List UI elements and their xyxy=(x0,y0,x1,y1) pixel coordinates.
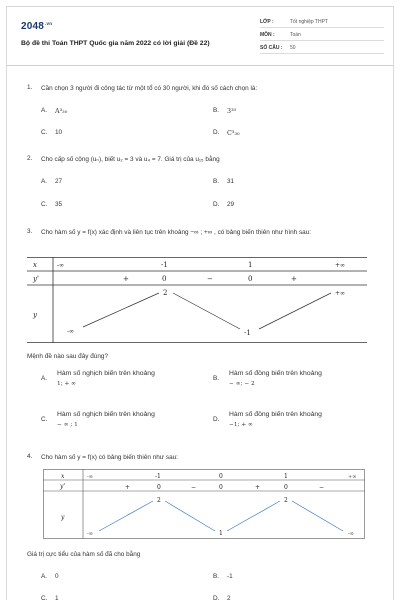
q4-x-value: -∞ xyxy=(87,474,93,480)
q3-y-label: y xyxy=(33,311,37,319)
q4-y-value: 2 xyxy=(284,497,288,504)
q4-x-value: 1 xyxy=(284,473,288,480)
q3-y-value: +∞ xyxy=(335,290,346,297)
site-logo[interactable]: $2048^{.vn}$ xyxy=(21,21,53,32)
q3-yp-value: + xyxy=(123,275,129,283)
q4-arrow-down xyxy=(165,501,215,531)
q3-variation-table xyxy=(27,257,367,343)
q4-arrow-up xyxy=(227,501,280,531)
q4-x-value: -1 xyxy=(155,473,161,480)
q4-x-value: +∞ xyxy=(348,474,357,480)
q3-x-value: -1 xyxy=(161,261,168,269)
q4-y-value: -∞ xyxy=(348,531,354,537)
q3-x-value: -∞ xyxy=(57,262,65,269)
q3-x-value: +∞ xyxy=(335,262,346,269)
q4-y-value: 1 xyxy=(219,530,223,537)
q3-y-value: -1 xyxy=(244,329,251,337)
q4-yp-value: + xyxy=(125,484,131,491)
q4-y-value: 2 xyxy=(157,497,161,504)
q3-arrow-down xyxy=(173,293,240,329)
q4-yp-value: 0 xyxy=(157,484,161,491)
q4-arrow-down xyxy=(292,501,343,531)
q3-prompt: Mệnh đề nào sau đây đúng? xyxy=(27,353,109,360)
header-divider xyxy=(7,65,393,66)
q4-arrow-up xyxy=(99,501,153,531)
q3-yp-value: 0 xyxy=(162,275,167,283)
document-title: Bộ đề thi Toán THPT Quốc gia năm 2022 có lời giải (Đề 22) xyxy=(21,40,210,47)
q4-yp-value: + xyxy=(255,484,261,491)
q4-y-value: -∞ xyxy=(87,531,93,537)
q4-yp-value: 0 xyxy=(219,484,223,491)
q3-x-label: x xyxy=(33,261,37,269)
q3-x-value: 1 xyxy=(248,261,253,269)
q4-yp-value: 0 xyxy=(284,484,288,491)
q3-yp-label: y' xyxy=(33,275,39,283)
q4-x-value: 0 xyxy=(219,473,223,480)
q4-prompt: Giá trị cực tiểu của hàm số đã cho bằng xyxy=(27,551,141,558)
q4-yp-value: − xyxy=(319,484,325,491)
q4-variation-table xyxy=(43,469,365,539)
q3-arrow-up xyxy=(259,293,331,329)
q3-yp-value: − xyxy=(207,275,213,283)
q3-arrow-up xyxy=(83,293,159,327)
q3-yp-value: + xyxy=(291,275,297,283)
q3-yp-value: 0 xyxy=(248,275,253,283)
q4-yp-label: y' xyxy=(60,483,66,490)
q3-y-value: -∞ xyxy=(67,328,75,335)
q3-y-value: 2 xyxy=(163,289,168,297)
q4-yp-value: − xyxy=(191,484,197,491)
q4-y-label: y xyxy=(61,514,65,521)
q4-x-label: x xyxy=(61,473,65,480)
document-sheet: $2048^{.vn}$ Bộ đề thi Toán THPT Quốc gia năm 2022 có lời giải (Đề 22) LỚP : Tốt nghiệp THPT MÔN : Toán SỐ CÂU : 50 1. Cần chọn 3 người đi công tác từ một tổ có 30 người, khi đó số cách chọn là: A. A³₃₀ B. 3³⁰ C. 10 D. C³₃₀ 2. Cho cấp số cộng (uₙ), biết u₂ = 3 và u₄ = 7. Giá trị của u₁₅ bằng A. 27 B. 31 C. 35 D. 29 3. Cho hàm số y = f(x) xác định và liên tục trên khoảng −∞ ; +∞ , có bảng biến thiên như hình sau: x y' y -∞ -1 1 +∞ + 0 − 0 + -∞ 2 -1 +∞ Mệnh đề nào sau đây đúng? A. Hàm số nghịch biến trên khoảng 1; + ∞ B. Hàm số đồng biến trên khoảng − ∞; − 2 C. Hàm số nghịch biến trên khoảng − ∞ ; 1 D. Hàm số đồng biến trên khoảng −1; + ∞ 4. Cho hàm số y = f(x) có bảng biến thiên như sau: x y' y -∞ -1 0 1 +∞ + 0 − 0 + 0 − -∞ 2 1 2 -∞ Giá trị cực tiểu của hàm số đã cho bằng A. 0 B. -1 C. 1 D. 2 xyxy=(6,6,394,600)
